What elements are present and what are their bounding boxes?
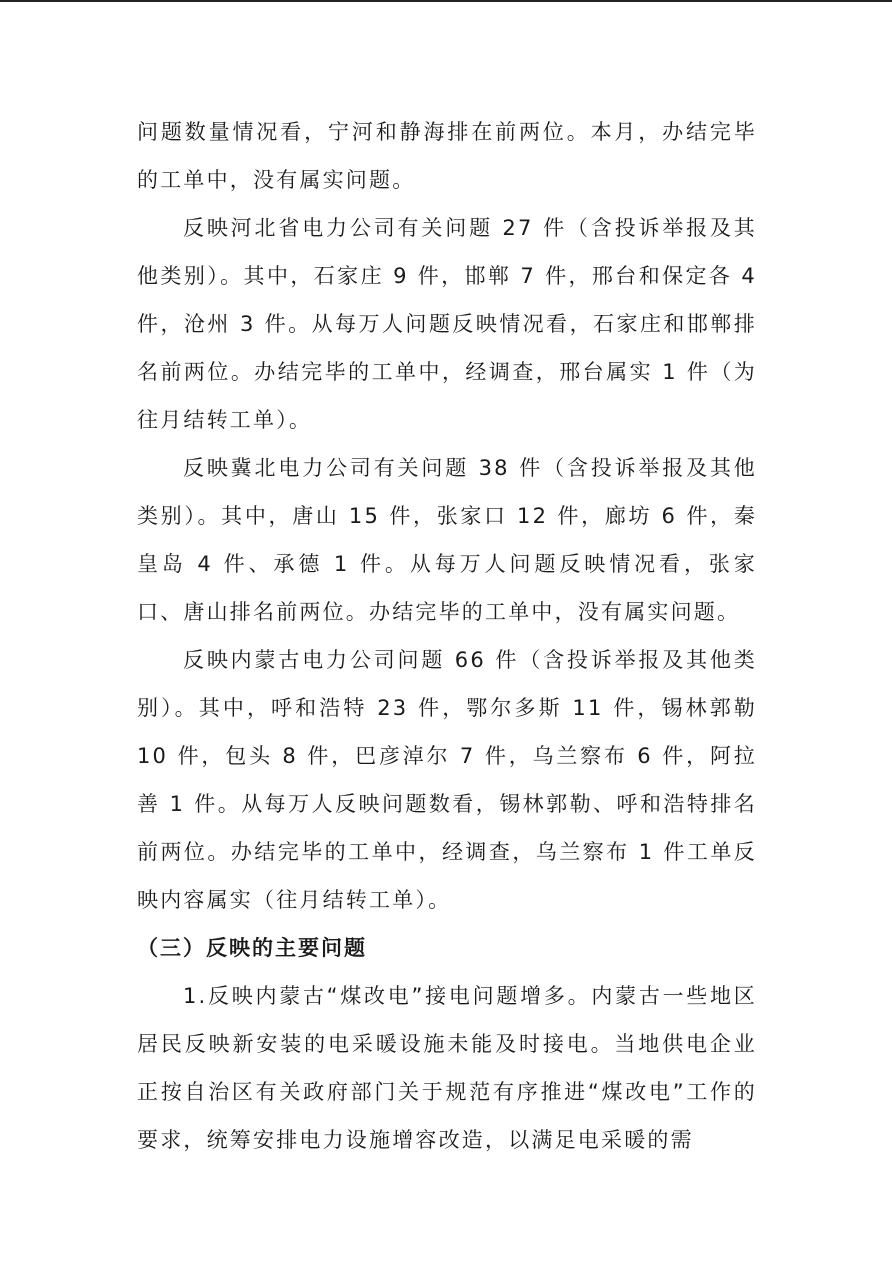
page-top-border <box>0 0 892 2</box>
section-heading: （三）反映的主要问题 <box>137 936 367 960</box>
paragraph-main-issue-1: 1.反映内蒙古“煤改电”接电问题增多。内蒙古一些地区居民反映新安装的电采暖设施未能及时接电。当地供电企业正按自治区有关政府部门关于规范有序推进“煤改电”工作的要求，统筹安排电力设施增容改造，以满足电采暖的需 <box>137 984 757 1152</box>
paragraph-inner-mongolia: 反映内蒙古电力公司问题 66 件（含投诉举报及其他类别）。其中，呼和浩特 23 件，鄂尔多斯 11 件，锡林郭勒 10 件，包头 8 件，巴彦淖尔 7 件，乌兰察布 6 件，阿拉善 1 件。从每万人反映问题数看，锡林郭勒、呼和浩特排名前两位。办结完毕的工单中，经调查，乌兰察布 1 件工单反映内容属实（往月结转工单）。 <box>137 648 757 912</box>
paragraph-continuation: 问题数量情况看，宁河和静海排在前两位。本月，办结完毕的工单中，没有属实问题。 <box>137 120 757 192</box>
paragraph-jibei: 反映冀北电力公司有关问题 38 件（含投诉举报及其他类别）。其中，唐山 15 件，张家口 12 件，廊坊 6 件，秦皇岛 4 件、承德 1 件。从每万人问题反映情况看，张家口、唐山排名前两位。办结完毕的工单中，没有属实问题。 <box>137 456 757 624</box>
paragraph-hebei: 反映河北省电力公司有关问题 27 件（含投诉举报及其他类别）。其中，石家庄 9 件，邯郸 7 件，邢台和保定各 4 件，沧州 3 件。从每万人问题反映情况看，石家庄和邯郸排名前两位。办结完毕的工单中，经调查，邢台属实 1 件（为往月结转工单）。 <box>137 216 757 432</box>
document-page <box>137 108 757 1164</box>
